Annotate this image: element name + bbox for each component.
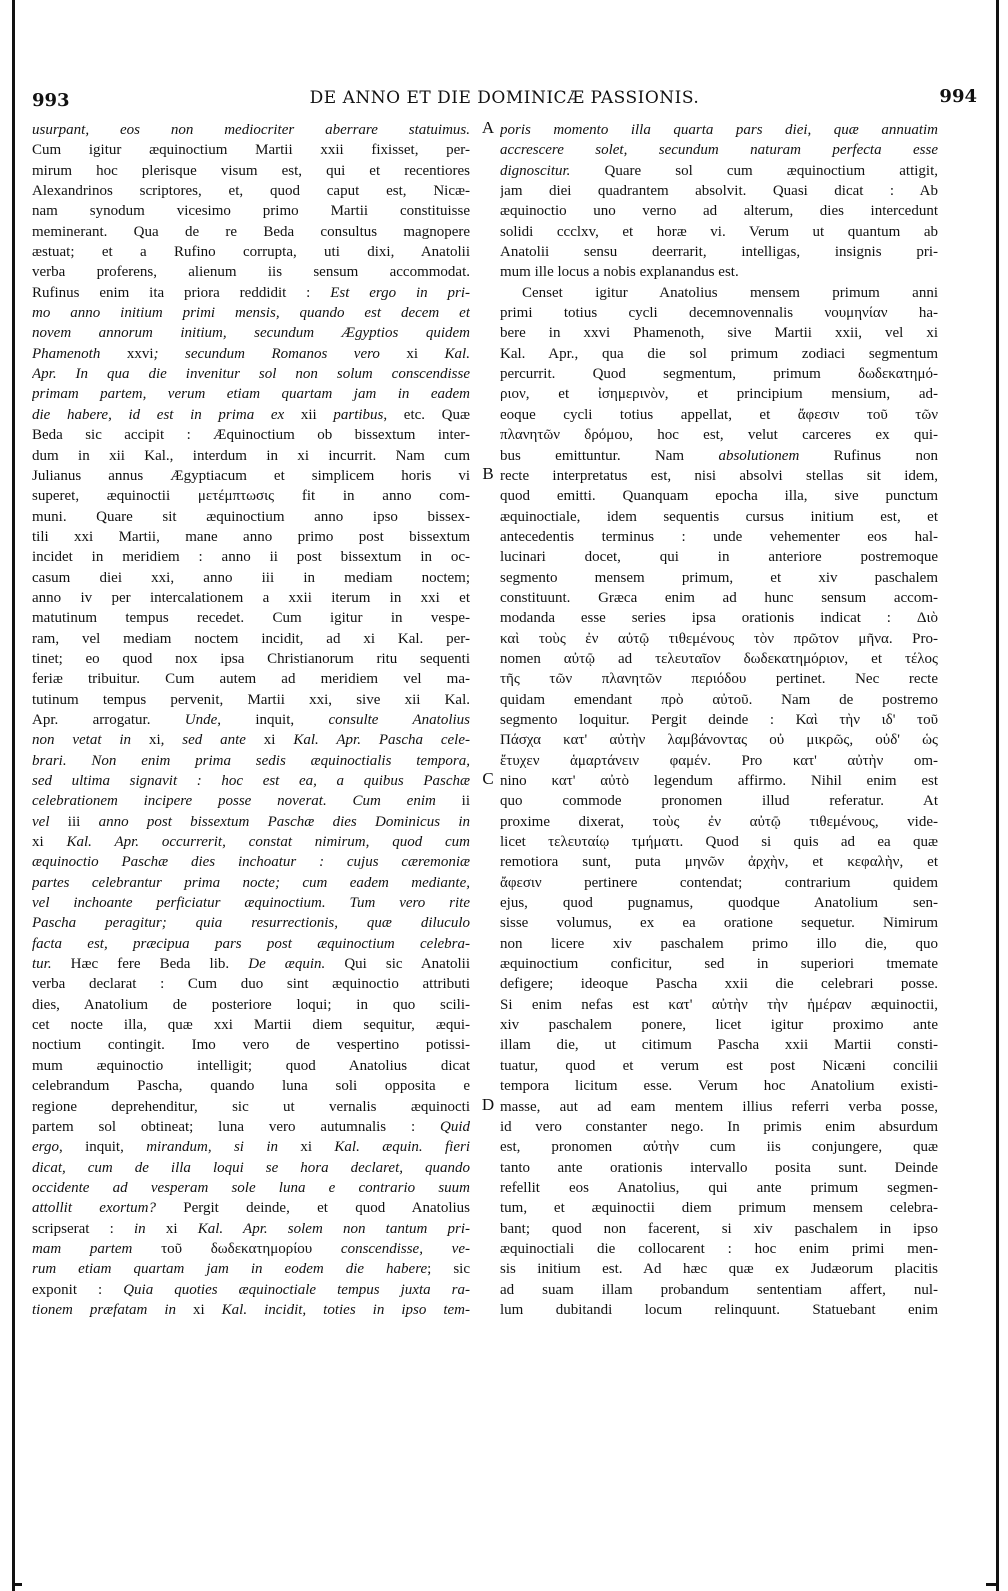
text-run: mirandum, si in [146, 1139, 301, 1156]
text-run: primi totius cycli decemnovennalis νουμηνίαν ha- [500, 305, 938, 322]
text-run: xi [300, 1139, 313, 1156]
text-run: ram, vel mediam noctem incidit, ad xi Kal. per- [32, 630, 470, 647]
right-column-line [500, 161, 938, 181]
text-run: Πάσχα κατ' αὐτὴν λαμβάνοντας οὐ μικρῶς, οὐδ' ὡς [500, 732, 938, 749]
left-column-line [32, 466, 470, 486]
text-run: eoque cycli totius appellat, et ἄφεσιν τοῦ τῶν [500, 406, 938, 423]
text-run: tum, et æquinoctii diem primum mensem celebra- [500, 1200, 938, 1217]
left-column-line [32, 384, 470, 404]
right-column-line [500, 832, 938, 852]
right-column-line [500, 771, 938, 791]
text-run: modanda esse series ipsa orationis indicat : Διὸ [500, 610, 938, 627]
text-run: bere in xxvi Phamenoth, sive Martii xxii, vel xi [500, 325, 938, 342]
margin-marker-a: A [481, 118, 495, 137]
text-run: antecedentis terminus : unde vehementer eos hal- [500, 528, 938, 545]
left-column-line [32, 812, 470, 832]
text-run: verba declarat : Cum duo sint æquinoctio attributi [32, 976, 470, 993]
right-column-line [500, 812, 938, 832]
text-run: tuatur, quod et verum est post Nicæni concilii [500, 1057, 938, 1074]
text-run: xi [32, 834, 44, 851]
text-run: anno iv per intercalationem a xxii iterum in xxi et [32, 589, 470, 606]
text-run: quod emitti. Quanquam epocha illa, sive punctum [500, 488, 938, 505]
right-column-line [500, 201, 938, 221]
right-column-line [500, 222, 938, 242]
text-run: quidam emendant πρὸ αὐτοῦ. Nam de postremo [500, 691, 938, 708]
left-column-line [32, 608, 470, 628]
text-run: tionem præfatam in [32, 1301, 193, 1318]
text-run: anno post bissextum Paschæ dies Dominicus in [80, 813, 470, 830]
text-run: Phamenoth [32, 345, 127, 362]
text-run: celebrandum Pascha, quando luna soli opposita e [32, 1078, 470, 1095]
right-column-line [500, 323, 938, 343]
text-run: proxime dixerat, τοὺς ἐν αὐτῷ τιθεμένους, vide- [500, 813, 938, 830]
text-run: æquinoctium conficitur, sed in superiori tmemate [500, 956, 938, 973]
right-column-line [500, 242, 938, 262]
text-run: rum etiam quartam jam in eodem die habere [32, 1261, 428, 1278]
text-run: mum æquinoctio intelligit; quod Anatolius dicat [32, 1057, 470, 1074]
text-run: Kal. æquin. fieri [312, 1139, 470, 1156]
text-run: ἔτυχεν ἁμαρτάνειν φαμέν. Pro κατ' αὐτὴν om- [500, 752, 938, 769]
text-run: mo anno initium primi mensis, quando est decem et [32, 305, 470, 322]
text-run: æquinoctio Paschæ dies inchoatur : cujus cæremoniæ [32, 854, 470, 871]
left-column-line [32, 730, 470, 750]
text-run: partem sol obtineat; luna vero autumnalis : [32, 1118, 440, 1135]
text-run: καὶ τοὺς ἐν αὐτῷ τιθεμένους τὸν πρῶτον μῆνα. Pro- [500, 630, 938, 647]
left-column-line [32, 425, 470, 445]
left-column-line [32, 1239, 470, 1259]
text-run: feriæ tribuitur. Cum autem ad meridiem vel ma- [32, 671, 470, 688]
text-run: conscendisse, ve- [312, 1240, 470, 1257]
right-column-line [500, 608, 938, 628]
text-run: Rufinus enim ita priora reddidit : [32, 284, 331, 301]
right-column-line [500, 303, 938, 323]
right-column-line [500, 466, 938, 486]
text-run: non vetat in [32, 732, 149, 749]
text-run: bant; quod non facerent, si xiv paschalem in ipso [500, 1220, 938, 1237]
text-run: Unde [184, 711, 218, 728]
text-run: partibus [316, 406, 384, 423]
text-run: Quid [440, 1118, 470, 1135]
text-run: æstuat; et a Rufino corrupta, uti dixi, Anatolii [32, 244, 470, 261]
right-column-line [500, 852, 938, 872]
left-column-line [32, 893, 470, 913]
left-column-line [32, 303, 470, 323]
text-run: ejus, quod pugnamus, quodque Anatolium sen- [500, 895, 938, 912]
text-run: ἄφεσιν pertinere contendat; contrarium quidem [500, 874, 938, 891]
text-run: jam diei quadrantem absolvit. Quasi dicat : Ab [500, 183, 938, 200]
text-run: Kal. incidit, toties in ipso tem- [204, 1301, 470, 1318]
left-column-line [32, 1076, 470, 1096]
text-run: Pergit deinde, et quod Anatolius [155, 1200, 470, 1217]
right-column-line [500, 629, 938, 649]
text-run: Quare sol cum æquinoctium attigit, [570, 162, 938, 179]
right-column-line [500, 283, 938, 303]
text-run: Cum igitur æquinoctium Martii xxii fixisset, per- [32, 142, 470, 159]
right-column-line [500, 893, 938, 913]
left-column-line [32, 954, 470, 974]
right-column-line [500, 934, 938, 954]
text-run: , inquit, [58, 1139, 147, 1156]
right-column-line [500, 527, 938, 547]
right-column-line [500, 364, 938, 384]
page-border-left [12, 0, 15, 1591]
right-column-line [500, 1219, 938, 1239]
text-run: segmento mensem primum, et xiv paschalem [500, 569, 938, 586]
text-run: , inquit, [217, 711, 329, 728]
right-column-number: 994 [939, 86, 977, 107]
text-run: sisse volumus, ex ea oratione sequetur. Nimirum [500, 915, 938, 932]
text-run: tur. [32, 956, 52, 973]
text-run: novem annorum initium, secundum Ægyptios quidem [32, 325, 470, 342]
left-column-line [32, 1137, 470, 1157]
text-run: exponit : [32, 1281, 124, 1298]
right-column-line [500, 486, 938, 506]
right-column-line [500, 140, 938, 160]
text-run: licet τελευταίῳ τμήματι. Quod si quis ad ea quæ [500, 834, 938, 851]
margin-marker-d: D [481, 1094, 495, 1114]
right-column-line [500, 405, 938, 425]
text-run: xi [165, 1220, 178, 1237]
text-run: Rufinus non [799, 447, 938, 464]
left-column-line [32, 201, 470, 221]
text-run: xi [406, 345, 419, 362]
text-run: lum dubitandi locum relinquunt. Statuebant enim [500, 1301, 938, 1318]
text-run: poris momento illa quarta pars diei, quæ annuatim [500, 122, 938, 138]
text-run: Censet igitur Anatolius mensem primum anni [522, 284, 938, 301]
text-run: tempora licitum esse. Verum hoc Anatolium existi- [500, 1078, 938, 1095]
left-column-number: 993 [32, 90, 70, 111]
text-run: attollit exortum? [32, 1200, 156, 1217]
text-run: Kal. Apr. occurrerit, constat nimirum, quod cum [43, 834, 470, 851]
text-run: ; secundum Romanos vero [153, 345, 407, 362]
left-column-line [32, 1097, 470, 1117]
text-run: scripserat : [32, 1220, 134, 1237]
text-run: Kal. [418, 345, 470, 362]
text-run: recte interpretatus est, nisi absolvi stellas sit idem, [500, 467, 938, 484]
text-run: dicat, cum de illa loqui se hora declaret, quando [32, 1159, 470, 1176]
right-column-line [500, 873, 938, 893]
text-run: celebrationem incipere posse noverat. Cum enim [32, 793, 462, 810]
text-run: πλανητῶν δρόμου, hoc est, velut carceres ex qui- [500, 427, 938, 444]
text-run: , etc. Quæ [383, 406, 470, 423]
left-column-line [32, 1280, 470, 1300]
text-run: accrescere solet, secundum naturam perfecta esse [500, 142, 938, 159]
right-column-line [500, 710, 938, 730]
left-column-line [32, 405, 470, 425]
left-column-line [32, 222, 470, 242]
left-column-line [32, 547, 470, 567]
text-run: Kal. Apr., qua die sol primum zodiaci segmentum [500, 345, 938, 362]
text-run: ergo [32, 1139, 59, 1156]
right-column-line [500, 1117, 938, 1137]
text-run: in [134, 1220, 166, 1237]
margin-marker-c: C [482, 769, 494, 789]
left-column-line [32, 568, 470, 588]
text-run: , sed ante [160, 732, 264, 749]
text-run: æquinoctiali die collocarent : hoc enim primi men- [500, 1240, 938, 1257]
right-column-line [500, 1259, 938, 1279]
text-run: non licere xiv paschalem primo illo die, quo [500, 935, 938, 952]
right-column-line [500, 1137, 938, 1157]
text-run: est, pronomen αὐτὴν cum iis conjungere, quæ [500, 1139, 938, 1156]
text-run: æquinoctiale, idem sequentis cursus initium est, et [500, 508, 938, 525]
text-run: casum diei xxi, anno iii in mediam noctem; [32, 569, 470, 586]
text-run: nam synodum vicesimo primo Martii constituisse [32, 203, 470, 220]
text-run: mum ille locus a nobis explanandus est. [500, 264, 739, 281]
text-run: tutinum tempus pervenit, Martii xxi, sive xii Kal. [32, 691, 470, 708]
left-column-line [32, 1259, 470, 1279]
text-run: defigere; ideoque Pascha xxii die celebrari posse. [500, 976, 938, 993]
text-run: Kal. Apr. solem non tantum pri- [177, 1220, 470, 1237]
right-column-line [500, 730, 938, 750]
text-run: τῆς τῶν πλανητῶν περιόδου pertinet. Nec recte [500, 671, 938, 688]
text-run: Est ergo in pri- [330, 284, 470, 301]
text-run: regione deprehenditur, sic ut vernalis æquinocti [32, 1098, 470, 1115]
left-column-line [32, 120, 470, 140]
text-run: occidente ad vesperam sole luna e contrario suum [32, 1179, 470, 1196]
text-run: Apr. In qua die invenitur sol non solum conscendisse [32, 366, 470, 383]
text-run: sed ultima signavit : hoc est ea, a quibus Paschæ [32, 773, 470, 789]
left-column-line [32, 791, 470, 811]
text-run: absolutionem [718, 447, 800, 464]
right-column-line [500, 262, 938, 282]
left-column-line [32, 995, 470, 1015]
text-run: Qui sic Anatolii [325, 956, 470, 973]
right-column-line [500, 791, 938, 811]
text-run: tanto ante orationis intervallo posita sunt. Deinde [500, 1159, 938, 1176]
text-run: superet, æquinoctii μετέμπτωσις fit in anno com- [32, 488, 470, 505]
text-run: segmento loquitur. Pergit deinde : Καὶ τὴν ιδ' τοῦ [500, 711, 938, 728]
left-column-line [32, 588, 470, 608]
text-run: verba proferens, alienum iis sensum accommodat. [32, 264, 470, 281]
text-run: usurpant, eos non mediocriter aberrare statuimus. [32, 122, 470, 138]
left-column-line [32, 161, 470, 181]
left-column-line [32, 446, 470, 466]
left-column-line [32, 486, 470, 506]
right-column-line [500, 1280, 938, 1300]
right-column-line [500, 1097, 938, 1117]
text-run: tili xxi Martii, mane anno primo post bissextum [32, 528, 470, 545]
text-run: facta est, præcipua pars post æquinoctium celebra- [32, 935, 470, 952]
right-column-line [500, 649, 938, 669]
text-run: lucinari docet, qui in anteriore postremoque [500, 549, 938, 566]
right-column-line [500, 1178, 938, 1198]
text-run: xi [148, 732, 161, 749]
right-column-line [500, 1076, 938, 1096]
text-run: solidi ccclxv, et horæ vi. Verum ut quantum ab [500, 223, 938, 240]
text-run: cet nocte illa, quæ xxi Martii diem sequitur, æqui- [32, 1017, 470, 1034]
left-column-line [32, 669, 470, 689]
text-run: æquinoctio uno verno ad alterum, dies intercedunt [500, 203, 938, 220]
right-text-column [500, 120, 938, 1320]
text-run: remotiora sunt, puta μηνῶν ἀρχὴν, et κεφαλὴν, et [500, 854, 938, 871]
left-column-line [32, 873, 470, 893]
text-run: vel inchoante perficiatur æquinoctium. Tum vero rite [32, 895, 470, 912]
left-column-line [32, 1178, 470, 1198]
right-column-line [500, 1035, 938, 1055]
right-column-line [500, 1198, 938, 1218]
text-run: muni. Quare sit æquinoctium anno ipso bissex- [32, 508, 470, 525]
text-run: constituunt. Græca enim ad hunc sensum accom- [500, 589, 938, 606]
text-run: mam partem [32, 1240, 162, 1257]
left-column-line [32, 913, 470, 933]
text-run: Hæc fere Beda lib. [51, 956, 249, 973]
left-column-line [32, 1198, 470, 1218]
text-run: tinet; eo quod nox ipsa Christianorum ritu sequenti [32, 650, 470, 667]
text-run: dum in xii Kal., interdum in xi incurrit. Nam cum [32, 447, 470, 464]
right-column-line [500, 974, 938, 994]
left-column-line [32, 181, 470, 201]
left-column-line [32, 852, 470, 872]
text-run: Anatolii sensu deerrarit, intelligas, insignis pri- [500, 244, 938, 261]
text-run: Pascha peragitur; quia resurrectionis, quæ diluculo [32, 915, 470, 932]
text-run: ριον, et ἰσημερινὸν, et principium mensium, ad- [500, 386, 938, 403]
left-column-line [32, 1117, 470, 1137]
right-column-line [500, 181, 938, 201]
text-run: Alexandrinos scriptores, et, quod caput est, Nicæ- [32, 183, 470, 200]
text-run: percurrit. Quod segmentum, primum δωδεκατημό- [500, 366, 938, 383]
left-column-line [32, 1219, 470, 1239]
text-run: ; sic [427, 1261, 470, 1278]
left-column-line [32, 242, 470, 262]
left-column-line [32, 262, 470, 282]
right-column-line [500, 690, 938, 710]
text-run: matutinum tempus recedet. Cum igitur in vespe- [32, 610, 470, 627]
text-run: xi [193, 1301, 205, 1318]
text-run: De æquin. [248, 956, 326, 973]
text-run: Beda sic accipit : Æquinoctium ob bissextum inter- [32, 427, 470, 444]
left-column-line [32, 527, 470, 547]
text-run: dies, Anatolium de posteriore loqui; in quo scili- [32, 996, 470, 1013]
text-run: mirum hoc plerisque visum est, qui et recentiores [32, 162, 470, 179]
left-column-line [32, 1056, 470, 1076]
left-column-line [32, 344, 470, 364]
text-run: bus emittuntur. Nam [500, 447, 719, 464]
text-run: id vero constanter nego. In primis enim absurdum [500, 1118, 938, 1135]
left-column-line [32, 364, 470, 384]
left-column-line [32, 283, 470, 303]
page-border-right [996, 0, 999, 1591]
left-column-line [32, 1035, 470, 1055]
right-column-line [500, 446, 938, 466]
right-column-line [500, 1015, 938, 1035]
running-head [32, 86, 977, 114]
left-column-line [32, 710, 470, 730]
left-column-line [32, 323, 470, 343]
text-run: τοῦ δωδεκατημορίου [161, 1240, 313, 1257]
right-column-line [500, 913, 938, 933]
running-title: DE ANNO ET DIE DOMINICÆ PASSIONIS. [309, 88, 700, 108]
text-run: dignoscitur. [500, 162, 571, 179]
left-column-line [32, 140, 470, 160]
text-run: nomen αὐτῷ ad τελευταῖον δωδεκατημόριον, et τέλος [500, 650, 938, 667]
right-column-line [500, 384, 938, 404]
text-run: meminerant. Qua de re Beda consultus magnopere [32, 223, 470, 240]
left-column-line [32, 690, 470, 710]
left-column-line [32, 1300, 470, 1320]
right-column-line [500, 669, 938, 689]
left-column-line [32, 832, 470, 852]
left-column-line [32, 507, 470, 527]
right-column-line [500, 120, 938, 140]
text-run: consulte Anatolius [328, 711, 470, 728]
right-column-line [500, 995, 938, 1015]
right-column-line [500, 1239, 938, 1259]
left-column-line [32, 751, 470, 771]
text-run: xi [263, 732, 276, 749]
right-column-line [500, 547, 938, 567]
text-run: Quia quoties æquinoctiale tempus juxta ra- [123, 1281, 470, 1298]
text-run: nino κατ' αὐτὸ legendum affirmo. Nihil enim est [500, 773, 938, 789]
text-run: noctium contingit. Imo vero de vespertino potissi- [32, 1037, 470, 1054]
text-run: illam die, ut citimum Pascha xxii Martii consti- [500, 1037, 938, 1054]
text-run: Apr. arrogatur. [32, 711, 185, 728]
text-run: iii [67, 813, 81, 830]
right-column-line [500, 425, 938, 445]
text-run: xii [300, 406, 317, 423]
text-run: primam partem, verum etiam quartam jam in eadem [32, 386, 470, 403]
left-column-line [32, 934, 470, 954]
text-run: ii [461, 793, 470, 810]
text-run: quo commode pronomen illud referatur. At [500, 793, 938, 810]
text-run: sis initium est. Ad hæc quæ ex Judæorum placitis [500, 1261, 938, 1278]
right-column-line [500, 568, 938, 588]
right-column-line [500, 588, 938, 608]
left-column-line [32, 1015, 470, 1035]
right-column-line [500, 1158, 938, 1178]
text-run: ad suam illam probandum sententiam affert, nul- [500, 1281, 938, 1298]
right-column-line [500, 1056, 938, 1076]
right-column-line [500, 344, 938, 364]
right-column-line [500, 1300, 938, 1320]
left-column-line [32, 974, 470, 994]
text-run: incidet in meridiem : anno ii post bissextum in oc- [32, 549, 470, 566]
text-run: brari. Non enim prima sedis æquinoctialis tempora, [32, 752, 470, 769]
text-run: partes celebrantur prima nocte; cum eadem mediante, [32, 874, 470, 891]
left-column-line [32, 629, 470, 649]
left-column-line [32, 771, 470, 791]
text-run: die habere, id est in prima ex [32, 406, 301, 423]
margin-marker-b: B [482, 463, 494, 483]
left-text-column [32, 120, 470, 1320]
right-column-line [500, 954, 938, 974]
text-run: xiv paschalem ponere, licet igitur proximo ante [500, 1017, 938, 1034]
left-column-line [32, 649, 470, 669]
text-run: vel [32, 813, 68, 830]
text-run: masse, aut ad eam mentem illius referri verba posse, [500, 1098, 938, 1115]
printed-page [22, 0, 986, 1591]
left-column-line [32, 1158, 470, 1178]
text-run: xxvi [126, 345, 154, 362]
right-column-line [500, 751, 938, 771]
text-run: refellit eos Anatolius, qui ante primum segmen- [500, 1179, 938, 1196]
text-run: Julianus annus Ægyptiacum et simplicem horis vi [32, 467, 470, 484]
right-column-line [500, 507, 938, 527]
text-run: Si enim nefas est κατ' αὐτὴν τὴν ἡμέραν æquinoctii, [500, 996, 938, 1013]
text-run: Kal. Apr. Pascha cele- [275, 732, 470, 749]
